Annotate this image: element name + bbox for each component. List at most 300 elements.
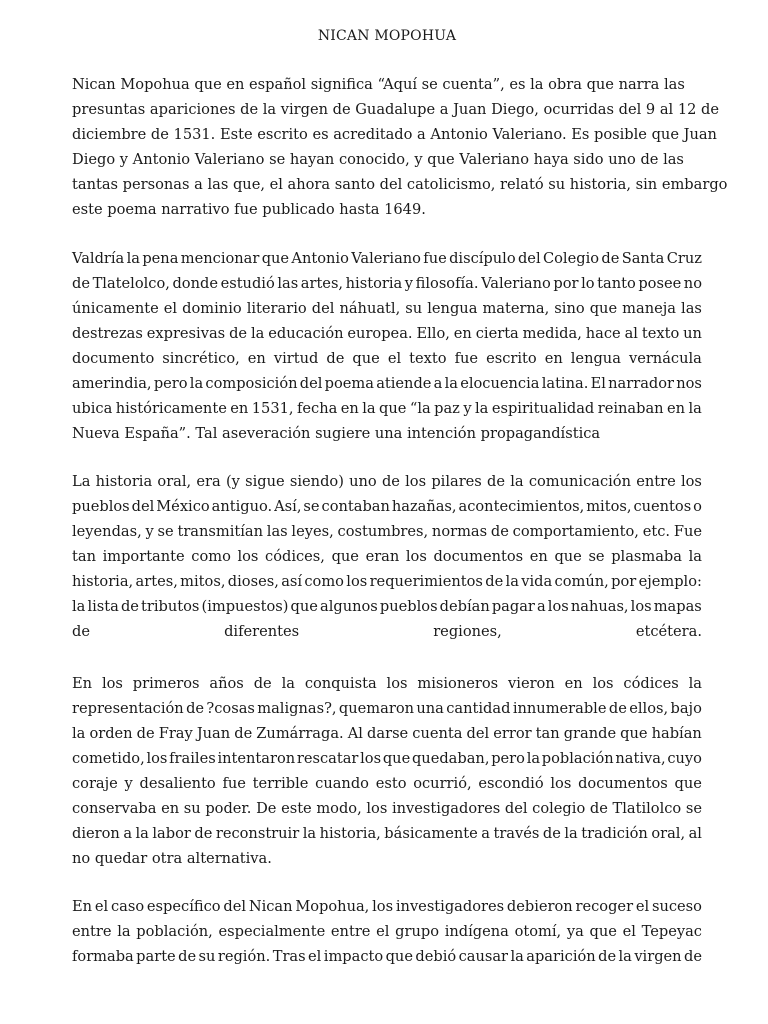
word: vieron bbox=[508, 675, 555, 692]
word: del bbox=[311, 300, 335, 317]
word: documentos bbox=[578, 775, 668, 792]
word: en bbox=[230, 400, 249, 417]
word: habían bbox=[651, 725, 702, 742]
word: darse bbox=[367, 725, 409, 742]
word: como bbox=[304, 573, 344, 590]
word: no bbox=[683, 275, 702, 292]
word: requerimientos bbox=[369, 573, 483, 590]
word: intentaron bbox=[217, 750, 296, 767]
word: debían bbox=[439, 598, 490, 615]
word: los bbox=[386, 675, 408, 692]
word: ?cosas bbox=[206, 700, 255, 717]
word: modo, bbox=[316, 800, 362, 817]
word: este bbox=[281, 800, 312, 817]
word: escrito bbox=[486, 350, 537, 367]
word: se bbox=[685, 800, 702, 817]
word: dieron bbox=[72, 825, 120, 842]
word: códices bbox=[623, 675, 679, 692]
word: texto bbox=[641, 325, 680, 342]
word: la bbox=[688, 400, 702, 417]
word: en bbox=[340, 400, 359, 417]
text-line: este poema narrativo fue publicado hasta 1649. bbox=[72, 201, 426, 218]
word: poder. bbox=[205, 800, 252, 817]
word: grande bbox=[563, 725, 617, 742]
word: transmitían bbox=[177, 523, 264, 540]
text-line bbox=[72, 519, 702, 544]
word: dioses, bbox=[227, 573, 279, 590]
word: amerindia, bbox=[72, 375, 152, 392]
text-line: presuntas apariciones de la virgen de Guadalupe a Juan Diego, ocurridas del 9 al 12 de bbox=[72, 101, 720, 118]
text-line bbox=[72, 919, 702, 944]
word: indígena bbox=[444, 923, 509, 940]
word: común, bbox=[554, 573, 609, 590]
word: grupo bbox=[395, 923, 440, 940]
word: los bbox=[547, 598, 569, 615]
word: la bbox=[72, 725, 86, 742]
word: las bbox=[681, 300, 702, 317]
word: plasmaba bbox=[611, 548, 682, 565]
word: los bbox=[405, 548, 427, 565]
word: fue bbox=[423, 250, 447, 267]
word: aparición bbox=[526, 948, 596, 965]
word: de bbox=[136, 725, 155, 742]
word: maneja bbox=[622, 300, 676, 317]
word: del bbox=[517, 250, 541, 267]
word: en bbox=[529, 548, 548, 565]
word: eran bbox=[365, 548, 400, 565]
word: a bbox=[123, 825, 133, 842]
word: los bbox=[550, 775, 572, 792]
word: lista bbox=[87, 598, 119, 615]
word: región. bbox=[217, 948, 271, 965]
word: la bbox=[117, 923, 131, 940]
word: tan bbox=[535, 725, 560, 742]
word: Juan bbox=[196, 725, 231, 742]
word: nahuas, bbox=[570, 598, 629, 615]
text-line bbox=[72, 594, 702, 619]
word: orden bbox=[89, 725, 133, 742]
word: cantidad bbox=[446, 700, 511, 717]
word: Valeriano bbox=[481, 275, 551, 292]
word: el bbox=[387, 350, 402, 367]
word: espiritualidad bbox=[491, 400, 595, 417]
word: conservaba bbox=[72, 800, 157, 817]
word: error bbox=[493, 725, 532, 742]
word: Santa bbox=[621, 250, 665, 267]
word: bajo bbox=[670, 700, 702, 717]
word: atiende bbox=[376, 375, 432, 392]
word: Tlatelolco, bbox=[92, 275, 170, 292]
word: latina. bbox=[541, 375, 589, 392]
word: artes, bbox=[300, 275, 344, 292]
word: de bbox=[229, 325, 248, 342]
word: la bbox=[135, 825, 149, 842]
word: destrezas bbox=[72, 325, 143, 342]
word: leyes, bbox=[291, 523, 334, 540]
word: documentos bbox=[433, 548, 524, 565]
text-line bbox=[72, 721, 702, 746]
word: de bbox=[601, 250, 620, 267]
word: la bbox=[688, 548, 702, 565]
word: oral, bbox=[651, 825, 686, 842]
word: Nican bbox=[248, 898, 293, 915]
word: En bbox=[72, 898, 93, 915]
word: el bbox=[163, 300, 178, 317]
word: de bbox=[194, 825, 213, 842]
word: etc. bbox=[642, 523, 671, 540]
word: documento bbox=[72, 350, 155, 367]
word: historia, bbox=[72, 573, 134, 590]
word: básicamente bbox=[384, 825, 478, 842]
word: Tras bbox=[272, 948, 306, 965]
word: la bbox=[688, 675, 702, 692]
word: sincrético, bbox=[162, 350, 240, 367]
word: historia, bbox=[319, 825, 381, 842]
word: pero bbox=[491, 750, 525, 767]
word: cierta bbox=[475, 325, 519, 342]
word: uno bbox=[349, 473, 377, 490]
word: pena bbox=[142, 250, 179, 267]
word: Tlatilolco bbox=[612, 800, 682, 817]
word: la bbox=[505, 573, 519, 590]
word: se bbox=[157, 523, 174, 540]
text-line bbox=[72, 494, 702, 519]
word: su bbox=[405, 300, 423, 317]
word: al bbox=[624, 325, 638, 342]
text-line bbox=[72, 821, 702, 846]
word: el bbox=[94, 898, 109, 915]
word: pueblos bbox=[72, 498, 130, 515]
word: de bbox=[598, 948, 617, 965]
word: quedaban, bbox=[411, 750, 490, 767]
text-line bbox=[72, 271, 702, 296]
word: pueblos bbox=[379, 598, 438, 615]
word: el bbox=[308, 948, 322, 965]
word: ocurrió, bbox=[413, 775, 472, 792]
word: de bbox=[381, 473, 400, 490]
word: del bbox=[223, 898, 247, 915]
word: de bbox=[487, 473, 505, 490]
word: pilares bbox=[431, 473, 482, 490]
word: años bbox=[209, 675, 244, 692]
word: de bbox=[490, 523, 509, 540]
word: Valeriano bbox=[351, 250, 421, 267]
word: filosofía. bbox=[415, 275, 479, 292]
word: los bbox=[405, 473, 427, 490]
word: en bbox=[161, 800, 180, 817]
word: vida bbox=[521, 573, 553, 590]
word: nos bbox=[676, 375, 702, 392]
word: y bbox=[124, 775, 133, 792]
word: como bbox=[191, 548, 231, 565]
text-line bbox=[72, 346, 702, 371]
word: través bbox=[493, 825, 540, 842]
word: que bbox=[674, 775, 702, 792]
word: especialmente bbox=[218, 923, 326, 940]
word: Así, bbox=[274, 498, 302, 515]
word: Mopohua, bbox=[295, 898, 370, 915]
word: que bbox=[290, 598, 318, 615]
word: virtud bbox=[273, 350, 319, 367]
word: ya bbox=[566, 923, 584, 940]
word: formaba bbox=[72, 948, 134, 965]
word: historia bbox=[345, 275, 403, 292]
word: posee bbox=[638, 275, 682, 292]
word: Cruz bbox=[666, 250, 702, 267]
word: de bbox=[120, 598, 139, 615]
word: literario bbox=[246, 300, 307, 317]
text-line: diciembre de 1531. Este escrito es acreditado a Antonio Valeriano. Es posible que Juan bbox=[72, 126, 717, 143]
paragraph-1 bbox=[72, 72, 728, 222]
paragraph-4 bbox=[72, 671, 702, 871]
word: que bbox=[382, 750, 411, 767]
word: fue bbox=[454, 350, 479, 367]
word: mitos, bbox=[586, 498, 632, 515]
word: rescatar bbox=[296, 750, 359, 767]
word: de bbox=[234, 725, 253, 742]
word: hazañas, bbox=[391, 498, 457, 515]
word: cometido, bbox=[72, 750, 145, 767]
word: ellos, bbox=[629, 700, 669, 717]
word: virgen bbox=[634, 948, 682, 965]
word: la bbox=[302, 825, 317, 842]
word: de bbox=[253, 675, 272, 692]
word: a bbox=[537, 598, 546, 615]
word: el bbox=[376, 923, 390, 940]
word: reinaban bbox=[597, 400, 664, 417]
word: la bbox=[526, 750, 541, 767]
word: únicamente bbox=[72, 300, 159, 317]
word: pagar bbox=[491, 598, 535, 615]
word: “la bbox=[409, 400, 431, 417]
word: estudió bbox=[220, 275, 275, 292]
text-line bbox=[72, 246, 702, 271]
word: ubica bbox=[72, 400, 113, 417]
word: poema bbox=[324, 375, 374, 392]
word: de bbox=[326, 350, 345, 367]
word: que bbox=[589, 923, 617, 940]
text-line: tantas personas a las que, el ahora santo del catolicismo, relató su historia, sin embargo bbox=[72, 176, 728, 193]
word: del bbox=[299, 375, 323, 392]
word: De bbox=[256, 800, 277, 817]
word: cuentos bbox=[633, 498, 692, 515]
word: colegio bbox=[532, 800, 586, 817]
word: tanto bbox=[597, 275, 636, 292]
word: comportamiento, bbox=[512, 523, 639, 540]
word: etcétera. bbox=[635, 623, 702, 640]
word: su bbox=[183, 800, 201, 817]
word: el bbox=[635, 898, 650, 915]
word: en bbox=[247, 350, 266, 367]
word: por bbox=[611, 573, 637, 590]
word: la bbox=[362, 400, 376, 417]
word: que bbox=[261, 250, 290, 267]
word: algunos bbox=[320, 598, 378, 615]
word: de bbox=[684, 948, 702, 965]
word: cuyo bbox=[667, 750, 702, 767]
word: que bbox=[331, 548, 359, 565]
word: contaban bbox=[321, 498, 390, 515]
word: parte bbox=[136, 948, 176, 965]
word: sino bbox=[554, 300, 585, 317]
word: causar bbox=[458, 948, 509, 965]
word: y bbox=[404, 275, 414, 292]
paragraph-5 bbox=[72, 894, 702, 969]
text-line bbox=[72, 771, 702, 796]
word: investigadores bbox=[391, 800, 501, 817]
word: de bbox=[542, 825, 561, 842]
document-title: NICAN MOPOHUA bbox=[317, 28, 457, 44]
word: México bbox=[156, 498, 210, 515]
word: cuenta bbox=[412, 725, 463, 742]
word: y bbox=[463, 400, 472, 417]
word: regiones, bbox=[433, 623, 502, 640]
word: las bbox=[266, 523, 288, 540]
word: recoger bbox=[575, 898, 634, 915]
word: las bbox=[277, 275, 299, 292]
word: la bbox=[126, 250, 140, 267]
word: Fue bbox=[673, 523, 702, 540]
word: texto bbox=[409, 350, 447, 367]
word: lo bbox=[581, 275, 595, 292]
text-line bbox=[72, 671, 702, 696]
word: la bbox=[281, 675, 295, 692]
word: la bbox=[510, 473, 524, 490]
word: de bbox=[608, 700, 627, 717]
word: históricamente bbox=[115, 400, 227, 417]
word: en bbox=[544, 350, 563, 367]
word: la bbox=[510, 948, 524, 965]
word: lengua bbox=[570, 350, 621, 367]
word: se bbox=[303, 498, 320, 515]
word: conquista bbox=[304, 675, 377, 692]
paragraph-2 bbox=[72, 246, 702, 446]
word: tan bbox=[72, 548, 96, 565]
word: 1531, bbox=[251, 400, 294, 417]
word: esto bbox=[375, 775, 407, 792]
text-line bbox=[72, 894, 702, 919]
word: pero bbox=[153, 375, 188, 392]
word: misioneros bbox=[417, 675, 499, 692]
word: del bbox=[504, 800, 528, 817]
word: fue bbox=[222, 775, 246, 792]
word: el bbox=[622, 923, 636, 940]
word: primeros bbox=[132, 675, 200, 692]
word: los bbox=[592, 675, 614, 692]
word: Fray bbox=[158, 725, 193, 742]
word: (y bbox=[225, 473, 240, 490]
word: de bbox=[589, 800, 608, 817]
word: era bbox=[196, 473, 221, 490]
text-line bbox=[72, 619, 702, 644]
word: tradición bbox=[581, 825, 648, 842]
word: y bbox=[145, 523, 154, 540]
word: Valdría bbox=[72, 250, 125, 267]
word: mapas bbox=[653, 598, 702, 615]
text-line bbox=[72, 696, 702, 721]
word: caso bbox=[110, 898, 145, 915]
word: artes, bbox=[135, 573, 178, 590]
word: que bbox=[620, 725, 648, 742]
word: labor bbox=[152, 825, 191, 842]
word: La bbox=[72, 473, 91, 490]
word: Ello, bbox=[416, 325, 450, 342]
word: entre bbox=[636, 473, 676, 490]
word: antiguo. bbox=[211, 498, 273, 515]
word: mitos, bbox=[180, 573, 226, 590]
word: europea. bbox=[347, 325, 413, 342]
word: reconstruir bbox=[215, 825, 300, 842]
word: impacto bbox=[323, 948, 384, 965]
word: desaliento bbox=[139, 775, 216, 792]
word: elocuencia bbox=[460, 375, 540, 392]
word: dominio bbox=[182, 300, 242, 317]
word: los bbox=[360, 750, 382, 767]
word: así bbox=[281, 573, 303, 590]
word: Zumárraga. bbox=[256, 725, 344, 742]
word: donde bbox=[172, 275, 218, 292]
word: que bbox=[554, 548, 582, 565]
word: su bbox=[198, 948, 216, 965]
word: de bbox=[186, 700, 205, 717]
word: materna, bbox=[482, 300, 550, 317]
text-line bbox=[72, 371, 702, 396]
word: población bbox=[541, 750, 614, 767]
word: una bbox=[416, 700, 444, 717]
word: frailes bbox=[169, 750, 216, 767]
word: de bbox=[72, 623, 90, 640]
word: la bbox=[250, 325, 265, 342]
word: los bbox=[237, 548, 259, 565]
word: quemaron bbox=[338, 700, 414, 717]
word: por bbox=[553, 275, 579, 292]
word: un bbox=[683, 325, 702, 342]
word: la bbox=[618, 948, 632, 965]
word: población, bbox=[136, 923, 213, 940]
word: códices, bbox=[265, 548, 325, 565]
word: que bbox=[379, 400, 407, 417]
text-line bbox=[72, 469, 702, 494]
text-line bbox=[72, 296, 702, 321]
word: narrador bbox=[608, 375, 674, 392]
word: la bbox=[564, 825, 578, 842]
word: diferentes bbox=[224, 623, 300, 640]
word: debieron bbox=[506, 898, 573, 915]
word: al bbox=[688, 825, 702, 842]
word: los bbox=[372, 898, 394, 915]
word: de bbox=[72, 275, 90, 292]
text-line: Diego y Antonio Valeriano se hayan conocido, y que Valeriano haya sido uno de las bbox=[72, 151, 684, 168]
word: El bbox=[590, 375, 606, 392]
word: la bbox=[189, 375, 204, 392]
word: investigadores bbox=[395, 898, 505, 915]
word: representación bbox=[72, 700, 184, 717]
word: a bbox=[481, 825, 490, 842]
word: nativa, bbox=[615, 750, 666, 767]
word: en bbox=[666, 400, 686, 417]
word: educación bbox=[268, 325, 344, 342]
text-line: no quedar otra alternativa. bbox=[72, 850, 272, 867]
word: la bbox=[475, 400, 489, 417]
word: tributos bbox=[141, 598, 200, 615]
text-line: Nican Mopohua que en español significa “Aquí se cuenta”, es la obra que narra las bbox=[72, 76, 685, 93]
word: En bbox=[72, 675, 93, 692]
word: importante bbox=[102, 548, 185, 565]
word: debió bbox=[415, 948, 457, 965]
word: lengua bbox=[427, 300, 478, 317]
word: que bbox=[352, 350, 380, 367]
word: leyendas, bbox=[72, 523, 142, 540]
